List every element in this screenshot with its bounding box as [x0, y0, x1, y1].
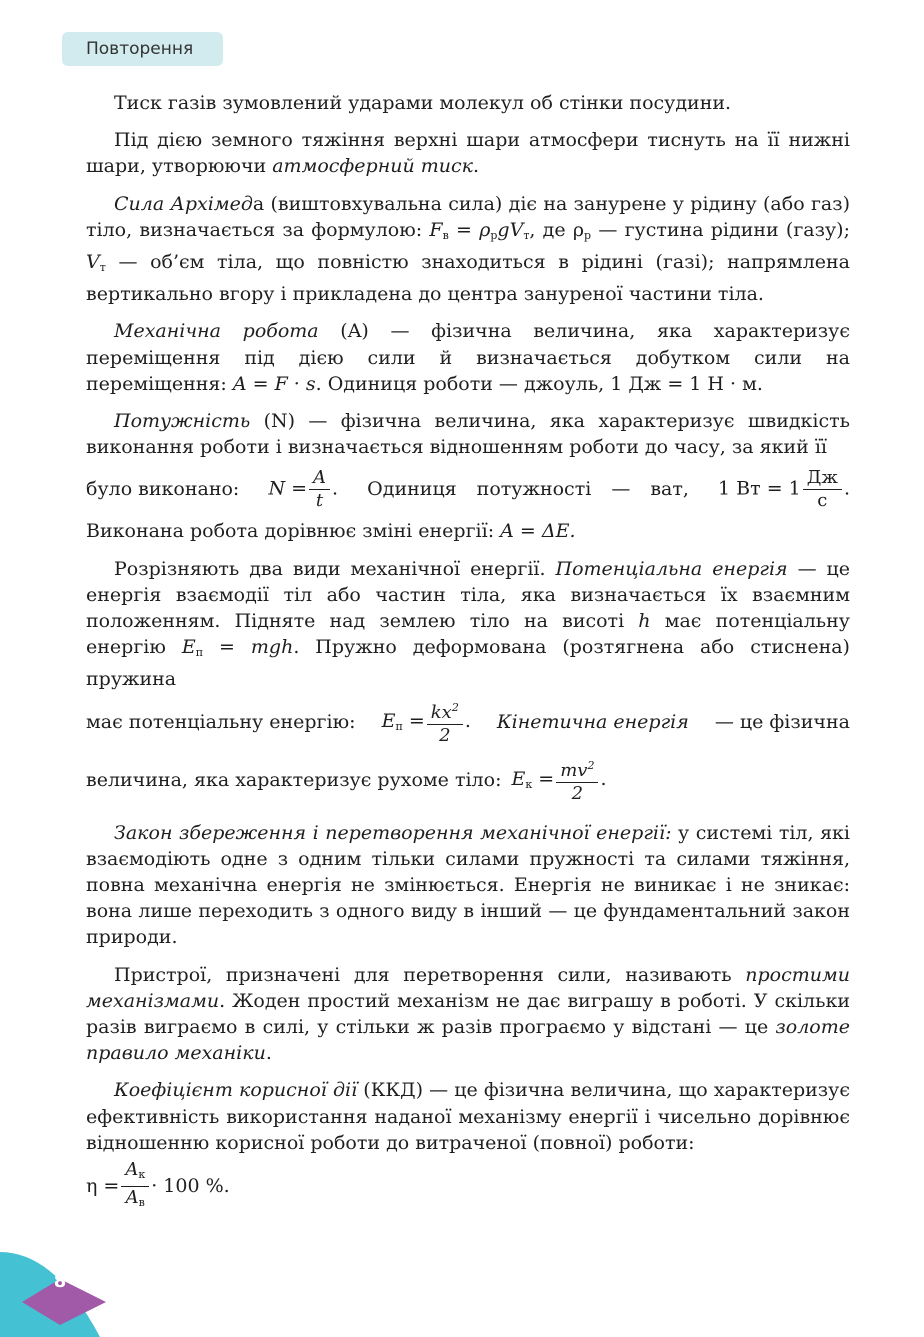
paragraph-gas-pressure — [86, 90, 850, 116]
paragraph-mechanical-work — [86, 318, 850, 397]
formula-watt: 1 Вт = 1 $\frac{Дж}{с}$ . — [718, 466, 850, 511]
term-golden-rule: золоте правило механіки — [86, 1016, 850, 1065]
text: . Одиниця роботи — джоуль, 1 Дж = 1 Н · м. — [315, 372, 763, 395]
text: величина, яка характеризує рухоме тіло: — [86, 768, 502, 791]
text: N = — [268, 477, 308, 500]
fraction-efficiency: $\frac{A_к}{A_в}$ — [121, 1159, 149, 1214]
numerator: Дж — [803, 467, 842, 490]
formula-work-energy: A = ΔE. — [500, 520, 576, 543]
denominator: 2 — [439, 724, 451, 746]
text: · 100 % — [151, 1174, 224, 1197]
text: — це енергія взаємодії тіл або частин тіла, яка визначається їх взаємним положенням. Підняте над землею тіло на висоті — [86, 557, 851, 633]
section-tag — [62, 32, 223, 66]
term-power: Потужність — [114, 410, 251, 433]
power-formula-line — [86, 460, 850, 518]
paragraph-archimedes — [86, 191, 850, 308]
formula-efficiency: η = $\frac{A_к}{A_в}$ · 100 % . — [86, 1156, 850, 1216]
paragraph-atmospheric-pressure — [86, 127, 850, 179]
formula-kinetic-energy: $E_к$ = $\frac{mv^2}{2}$ . — [511, 755, 606, 805]
page-content — [86, 90, 850, 1216]
text: Під дією земного тяжіння верхні шари атмосфери тиснуть на її нижні шари, утворюючи — [86, 129, 850, 178]
formula-power: N = $\frac{A}{t}$ . — [268, 466, 339, 511]
text: Пристрої, призначені для перетворення сили, називають — [114, 963, 746, 986]
term-efficiency: Коефіцієнт корисної дії — [114, 1079, 358, 1102]
text: (ККД) — це фізична величина, що характеризує ефективність використання наданої механізму енергії і чисельно дорівнює відношенню корисної роботи до витраченої (повної) роботи: — [86, 1079, 850, 1154]
text: Розрізняють два види механічної енергії. — [114, 557, 556, 580]
text: — густина рідини (газу); — [591, 218, 850, 241]
formula-spring-energy: $E_п$ = $\frac{kx^2}{2}$ . — [382, 697, 471, 747]
formula-mgh: $E_п$ = mgh — [181, 636, 294, 660]
term-potential-energy: Потенціальна енергія — [555, 557, 788, 580]
text: η = — [86, 1174, 120, 1197]
text: (N) — фізична величина, яка характеризує швидкість виконання роботи і визначається відношенням роботи до часу, за який її — [86, 410, 850, 459]
denominator: t — [315, 489, 324, 511]
text: — об’єм тіла, що повністю знаходиться в рідині (газі); напрямлена вертикально вгору і прикладена до центра зануреної частини тіла. — [86, 251, 850, 306]
paragraph-simple-machines — [86, 962, 850, 1067]
fraction-watt — [803, 467, 842, 512]
text: Тиск газів зумовлений ударами молекул об стінки посудини. — [114, 92, 732, 114]
text: у системі тіл, які взаємодіють одне з одним тільки силами пружності та силами тяжіння, повна механічна енергія не змінюється. Енергія не виникає і не зникає: вона лише переходить з одного виду в інший — це фундаментальний закон природи. — [86, 821, 851, 949]
text: . — [265, 1042, 272, 1065]
text: має потенціальну енергію: — [86, 710, 356, 733]
rho-subscript: р — [584, 228, 592, 242]
paragraph-efficiency — [86, 1077, 850, 1216]
potential-energy-line — [86, 693, 850, 751]
page-number: 8 — [53, 1271, 67, 1292]
term-archimedes-force: Сила Архімед — [114, 192, 253, 215]
text: . Пружно деформована (розтягнена або стиснена) пружина — [86, 636, 850, 691]
paragraph-conservation-law — [86, 820, 850, 951]
text: а (виштовхувальна сила) діє на занурене у рідину (або газ) тіло, визначається за формулою: — [86, 192, 851, 241]
fraction-power — [309, 467, 330, 512]
text: має потенціальну енергію — [86, 610, 850, 659]
term-kinetic-energy: Кінетична енергія — [496, 710, 689, 733]
text: Виконана робота дорівнює зміні енергії: — [86, 520, 495, 543]
text: було виконано: — [86, 478, 240, 501]
formula-archimedes: $F_в = \rho_рgV_т$ — [429, 218, 530, 242]
kinetic-energy-line — [86, 751, 850, 809]
section-tag-label: Повторення — [86, 39, 194, 59]
term-simple-machines: простими механізмами — [86, 963, 850, 1012]
text: . Жоден простий механізм не дає виграшу в роботі. У скільки разів виграємо в силі, у стільки ж разів програємо у відстані — це — [86, 989, 850, 1039]
text: 1 Вт = 1 — [718, 477, 801, 500]
fraction-spring: $\frac{kx^2}{2}$ — [427, 697, 463, 747]
paragraph-power — [86, 408, 850, 545]
paragraph-energy — [86, 556, 850, 809]
text: (A) — фізична величина, яка характеризує переміщення під дією сили й визначається добутком сили на переміщення: — [86, 320, 850, 395]
text: , де ρ — [529, 218, 585, 241]
symbol-h: h — [638, 610, 651, 633]
formula-volume: $V_т$ — [86, 251, 106, 275]
formula-work: A = F · s — [232, 372, 316, 395]
denominator: с — [817, 489, 828, 511]
text: Одиниця потужності — ват, — [367, 478, 689, 501]
denominator: 2 — [571, 782, 584, 804]
text: . — [472, 155, 480, 178]
term-conservation-law: Закон збереження і перетворення механічної енергії: — [114, 821, 672, 844]
fraction-kinetic: $\frac{mv^2}{2}$ — [556, 755, 598, 805]
term-mechanical-work: Механічна робота — [114, 320, 319, 343]
term-atmospheric-pressure: атмосферний тиск — [272, 155, 473, 178]
text: — це фізична — [714, 710, 850, 733]
numerator: A — [309, 467, 330, 490]
